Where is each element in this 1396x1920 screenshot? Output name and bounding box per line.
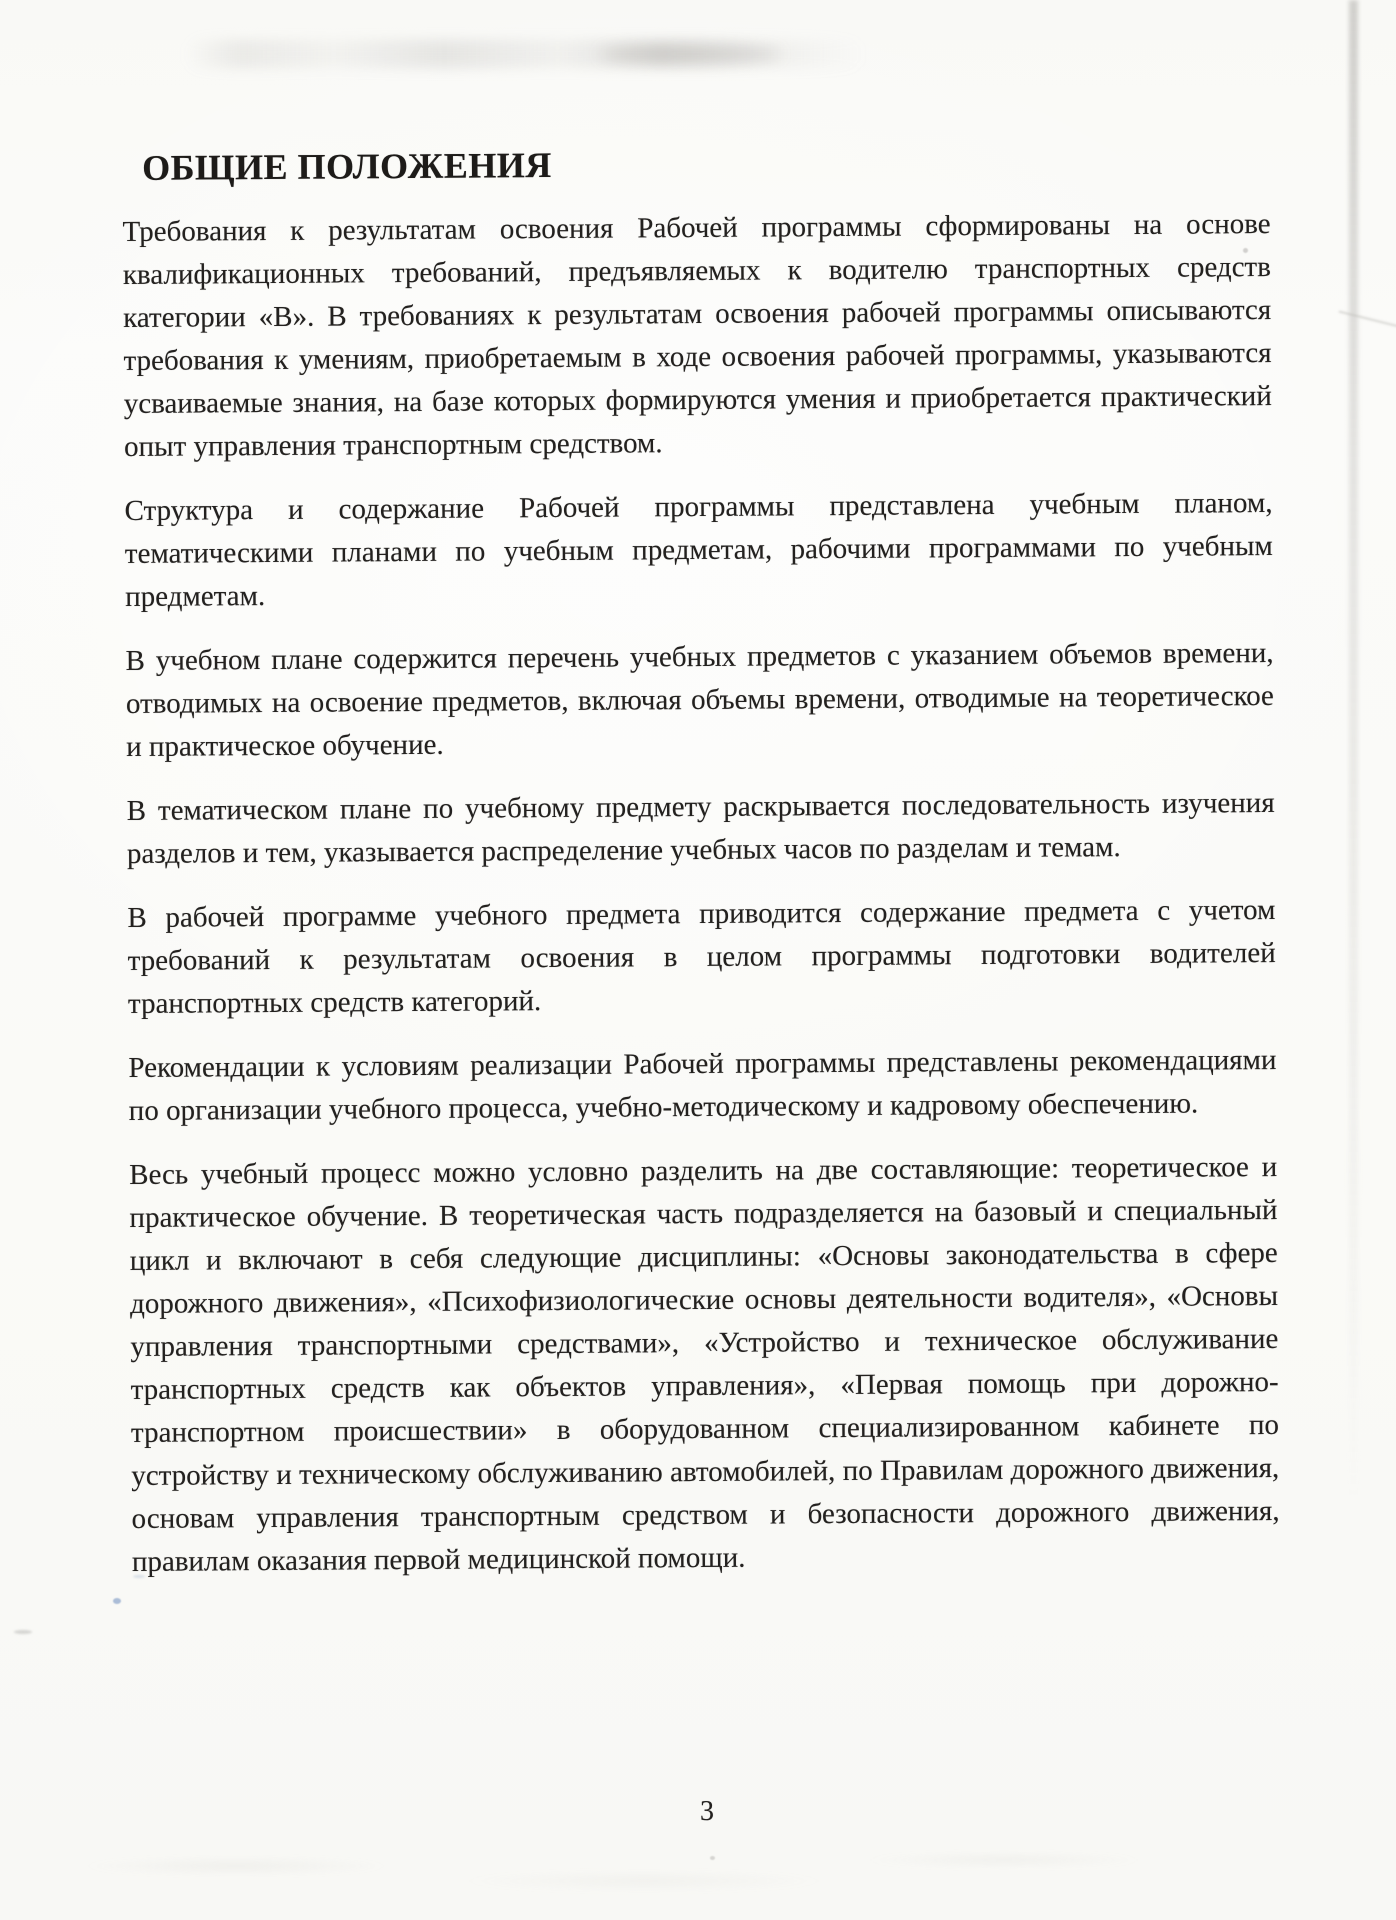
paragraph-study-plan: В учебном плане содержится перечень учебных предметов с указанием объемов времени, отводимых на освоение предметов, включая объемы времени, отводимые на теоретическое и практическое обучение. bbox=[125, 636, 1274, 763]
paragraph-recommendations: Рекомендации к условиям реализации Рабочей программы представлены рекомендациями по организации учебного процесса, учебно-методическому и кадровому обеспечению. bbox=[128, 1043, 1277, 1127]
paragraph-structure: Структура и содержание Рабочей программы представлена учебным планом, тематическими планами по учебным предметам, рабочими программами по учебным предметам. bbox=[124, 486, 1273, 613]
paper-crease bbox=[1339, 311, 1396, 328]
page-title: ОБЩИЕ ПОЛОЖЕНИЯ bbox=[142, 145, 552, 188]
paragraph-requirements: Требования к результатам освоения Рабочей программы сформированы на основе квалификационных требований, предъявляемых к водителю транспортных средств категории «В». В требованиях к результатам освоения рабочей программы описываются требования к умениям, приобретаемым в ходе освоения рабочей программы, указываются усваиваемые знания, на базе которых формируются умения и приобретается практический опыт управления транспортным средством. bbox=[122, 207, 1272, 463]
paper-edge-shadow bbox=[1349, 0, 1358, 1500]
scan-speck bbox=[14, 1630, 32, 1634]
ink-speck-blue bbox=[113, 1598, 121, 1604]
page-number: 3 bbox=[700, 1796, 714, 1827]
scan-noise-bottom bbox=[20, 1842, 1220, 1902]
paragraph-process: Весь учебный процесс можно условно разделить на две составляющие: теоретическое и практическое обучение. В теоретическая часть подразделяется на базовый и специальный цикл и включают в себя следующие дисциплины: «Основы законодательства в сфере дорожного движения», «Психофизиологические основы деятельности водителя», «Основы управления транспортными средствами», «Устройство и техническое обслуживание транспортных средств как объектов управления», «Первая помощь при дорожно-транспортном происшествии» в оборудованном специализированном кабинете по устройству и техническому обслуживанию автомобилей, по Правилам дорожного движения, основам управления транспортным средством и безопасности дорожного движения, правилам оказания первой медицинской помощи. bbox=[129, 1150, 1280, 1578]
page-content bbox=[122, 138, 1280, 1605]
paragraph-thematic-plan: В тематическом плане по учебному предмету раскрывается последовательность изучения разделов и тем, указывается распределение учебных часов по разделам и темам. bbox=[126, 786, 1275, 870]
paragraph-work-program: В рабочей программе учебного предмета приводится содержание предмета с учетом требований к результатам освоения в целом программы подготовки водителей транспортных средств категорий. bbox=[127, 893, 1276, 1020]
scan-smudge-blob bbox=[600, 46, 780, 62]
